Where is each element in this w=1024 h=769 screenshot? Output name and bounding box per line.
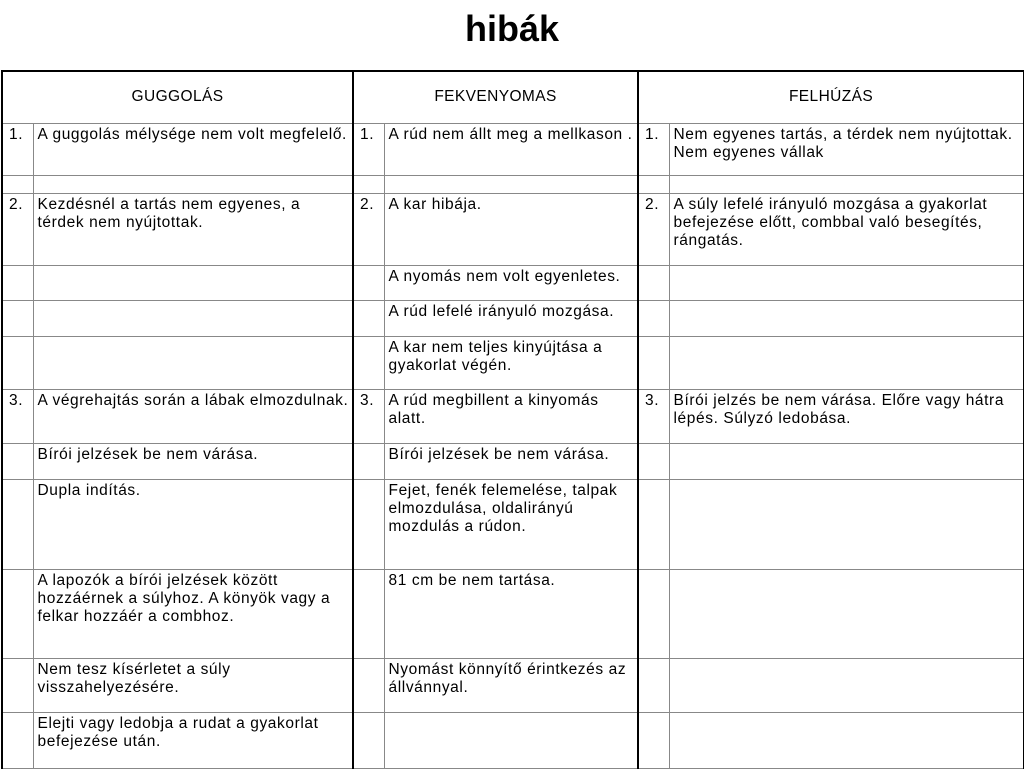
guggolas-item-text: Kezdésnél a tartás nem egyenes, a térdek nem nyújtottak. <box>33 193 353 265</box>
fekvenyomas-item-number <box>353 443 384 479</box>
guggolas-item-number <box>2 658 33 712</box>
felhuzas-item-text <box>669 479 1024 569</box>
felhuzas-item-number <box>638 265 669 300</box>
table-row <box>2 479 1024 569</box>
guggolas-item-number <box>2 336 33 389</box>
table-row <box>2 336 1024 389</box>
felhuzas-item-text <box>669 336 1024 389</box>
felhuzas-item-text <box>669 712 1024 768</box>
guggolas-item-number <box>2 175 33 193</box>
table-row <box>2 300 1024 336</box>
column-header-guggolas: GUGGOLÁS <box>2 71 353 123</box>
page-title: hibák <box>464 8 560 49</box>
guggolas-item-text <box>33 265 353 300</box>
guggolas-item-number <box>2 300 33 336</box>
guggolas-item-text: A lapozók a bírói jelzések között hozzáérnek a súlyhoz. A könyök vagy a felkar hozzáér a combhoz. <box>33 569 353 658</box>
guggolas-item-text: Elejti vagy ledobja a rudat a gyakorlat befejezése után. <box>33 712 353 768</box>
fekvenyomas-item-text: 81 cm be nem tartása. <box>384 569 638 658</box>
guggolas-item-text <box>33 175 353 193</box>
felhuzas-item-number: 1. <box>638 123 669 175</box>
guggolas-item-number <box>2 712 33 768</box>
felhuzas-item-number <box>638 712 669 768</box>
felhuzas-item-text <box>669 265 1024 300</box>
fekvenyomas-item-number: 3. <box>353 389 384 443</box>
felhuzas-item-number <box>638 569 669 658</box>
felhuzas-item-number <box>638 658 669 712</box>
column-header-felhuzas: FELHÚZÁS <box>638 71 1024 123</box>
felhuzas-item-text <box>669 443 1024 479</box>
felhuzas-item-number <box>638 443 669 479</box>
guggolas-item-number <box>2 569 33 658</box>
guggolas-item-number <box>2 443 33 479</box>
fekvenyomas-item-text: A kar nem teljes kinyújtása a gyakorlat végén. <box>384 336 638 389</box>
felhuzas-item-number: 3. <box>638 389 669 443</box>
fekvenyomas-item-text: Bírói jelzések be nem várása. <box>384 443 638 479</box>
table-row <box>2 443 1024 479</box>
felhuzas-item-text <box>669 569 1024 658</box>
guggolas-item-text <box>33 300 353 336</box>
fekvenyomas-item-number <box>353 712 384 768</box>
fekvenyomas-item-number <box>353 336 384 389</box>
felhuzas-item-number <box>638 479 669 569</box>
table-row <box>2 193 1024 265</box>
fekvenyomas-item-number <box>353 265 384 300</box>
table-row <box>2 123 1024 175</box>
table-row <box>2 175 1024 193</box>
fekvenyomas-item-text <box>384 712 638 768</box>
guggolas-item-text: Dupla indítás. <box>33 479 353 569</box>
fekvenyomas-item-number <box>353 658 384 712</box>
table-row <box>2 658 1024 712</box>
felhuzas-item-number <box>638 175 669 193</box>
fekvenyomas-item-text <box>384 175 638 193</box>
felhuzas-item-number <box>638 336 669 389</box>
felhuzas-item-text <box>669 658 1024 712</box>
fekvenyomas-item-number <box>353 479 384 569</box>
felhuzas-item-text <box>669 175 1024 193</box>
fekvenyomas-item-number <box>353 569 384 658</box>
fekvenyomas-item-text: A kar hibája. <box>384 193 638 265</box>
guggolas-item-number: 1. <box>2 123 33 175</box>
guggolas-item-number <box>2 479 33 569</box>
felhuzas-item-text: A súly lefelé irányuló mozgása a gyakorlat befejezése előtt, combbal való besegítés, rángatás. <box>669 193 1024 265</box>
guggolas-item-text: Nem tesz kísérletet a súly visszahelyezésére. <box>33 658 353 712</box>
table-row <box>2 265 1024 300</box>
felhuzas-item-number: 2. <box>638 193 669 265</box>
column-header-fekvenyomas: FEKVENYOMAS <box>353 71 638 123</box>
fekvenyomas-item-text: Nyomást könnyítő érintkezés az állvánnyal. <box>384 658 638 712</box>
table-row <box>2 712 1024 768</box>
table-row <box>2 389 1024 443</box>
guggolas-item-text: Bírói jelzések be nem várása. <box>33 443 353 479</box>
fekvenyomas-item-text: Fejet, fenék felemelése, talpak elmozdulása, oldalirányú mozdulás a rúdon. <box>384 479 638 569</box>
errors-table <box>1 70 1024 769</box>
fekvenyomas-item-number: 1. <box>353 123 384 175</box>
felhuzas-item-text <box>669 300 1024 336</box>
guggolas-item-text <box>33 336 353 389</box>
felhuzas-item-text: Bírói jelzés be nem várása. Előre vagy hátra lépés. Súlyzó ledobása. <box>669 389 1024 443</box>
guggolas-item-number <box>2 265 33 300</box>
header-row <box>2 71 1024 123</box>
guggolas-item-number: 3. <box>2 389 33 443</box>
felhuzas-item-number <box>638 300 669 336</box>
fekvenyomas-item-number <box>353 300 384 336</box>
guggolas-item-number: 2. <box>2 193 33 265</box>
table-row <box>2 569 1024 658</box>
fekvenyomas-item-text: A nyomás nem volt egyenletes. <box>384 265 638 300</box>
felhuzas-item-text: Nem egyenes tartás, a térdek nem nyújtottak. Nem egyenes vállak <box>669 123 1024 175</box>
guggolas-item-text: A guggolás mélysége nem volt megfelelő. <box>33 123 353 175</box>
fekvenyomas-item-text: A rúd megbillent a kinyomás alatt. <box>384 389 638 443</box>
guggolas-item-text: A végrehajtás során a lábak elmozdulnak. <box>33 389 353 443</box>
fekvenyomas-item-text: A rúd lefelé irányuló mozgása. <box>384 300 638 336</box>
fekvenyomas-item-number <box>353 175 384 193</box>
fekvenyomas-item-number: 2. <box>353 193 384 265</box>
fekvenyomas-item-text: A rúd nem állt meg a mellkason . <box>384 123 638 175</box>
